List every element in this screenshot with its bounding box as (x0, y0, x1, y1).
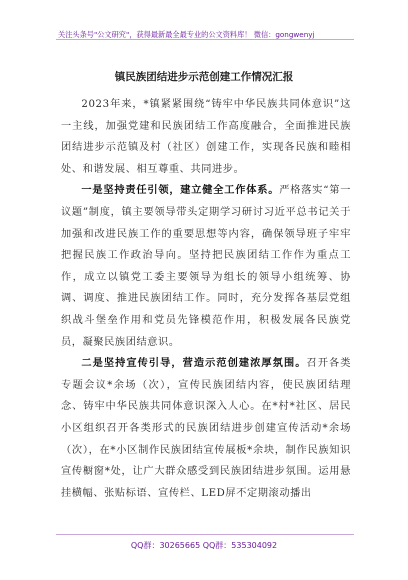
paragraph-intro (61, 94, 351, 180)
paragraph-text: 2023年来，*镇紧紧围绕“铸牢中华民族共同体意识”这一主线，加强党建和民族团结工作高度融合，全面推进民族团结进步示范镇及村（社区）创建工作，实现各民族和睦相处、和谐发展、相互尊重、共同进步。 (61, 99, 351, 175)
paragraph-text: 召开各类专题会议*余场（次），宣传民族团结内容，使民族团结理念、铸牢中华民族共同体意识深入人心。在*村*社区、居民小区组织召开各类形式的民族团结进步创建宣传活动*余场（次），在*小区制作民族团结宣传展板*余块，制作民族知识宣传橱窗*处，让广大群众感受到民族团结进步氛围。运用悬挂横幅、张贴标语、宣传栏、LED屏不定期滚动播出 (61, 358, 351, 499)
paragraph-lead: 二是坚持宣传引导，营造示范创建浓厚氛围。 (81, 357, 307, 370)
paragraph-publicity (61, 353, 351, 504)
footer-divider (56, 534, 354, 535)
paragraph-responsibility (61, 180, 351, 353)
page-header (0, 0, 408, 38)
paragraph-lead: 一是坚持责任引领，建立健全工作体系。 (81, 184, 280, 197)
header-notice: 关注头条号"公文研究"，获得最新最全最专业的公文资料库！ 微信：gongwenyj (58, 30, 315, 39)
header-divider (56, 39, 354, 40)
footer-contact: QQ群：30265665 QQ群：535304092 (130, 541, 278, 550)
paragraph-text: 严格落实“第一议题”制度，镇主要领导带头定期学习研讨习近平总书记关于加强和改进民族工作的重要思想等内容，确保领导班子牢牢把握民族工作政治导向。坚持把民族团结工作作为重点工作，成立以镇党工委主要领导为组长的领导小组统筹、协调、调度、推进民族团结工作。同时，充分发挥各基层党组织战斗堡垒作用和党员先锋模范作用，积极发展各民族党员，凝聚民族团结意识。 (61, 185, 351, 348)
document-title: 镇民族团结进步示范创建工作情况汇报 (114, 71, 294, 83)
document-body (61, 94, 351, 504)
